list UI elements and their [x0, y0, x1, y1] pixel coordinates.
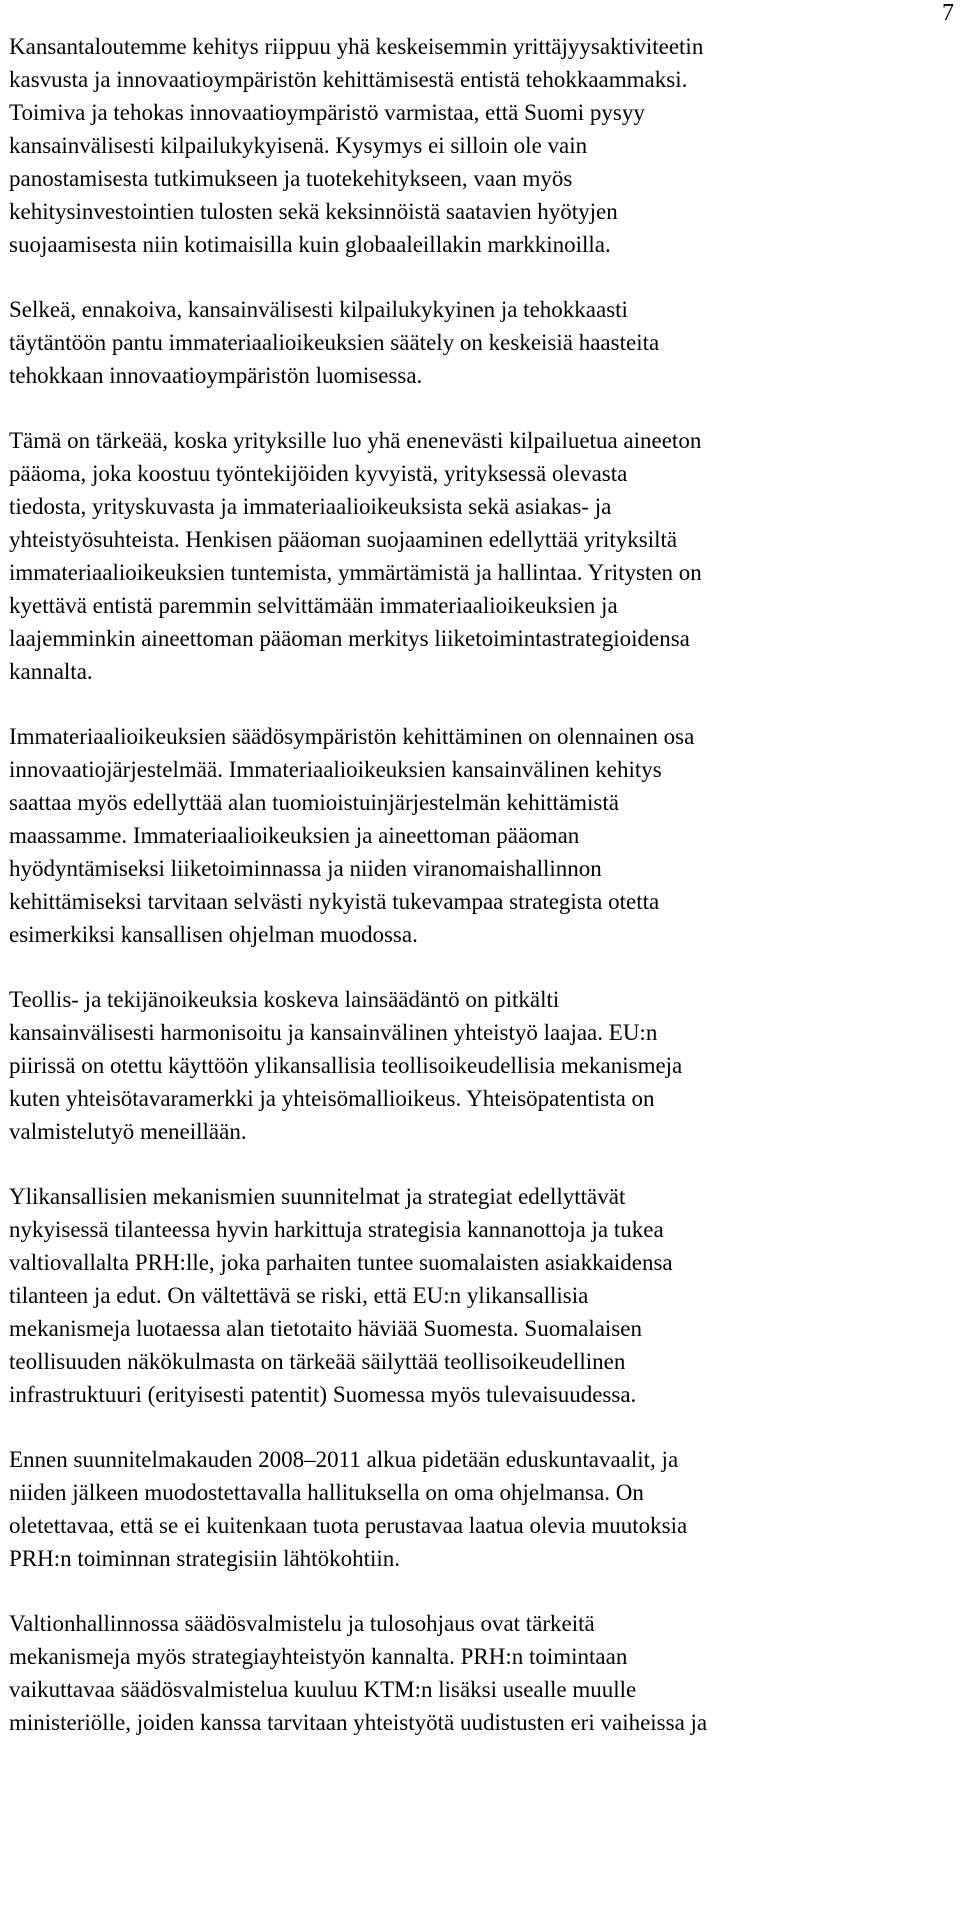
- text-line: Immateriaalioikeuksien säädösympäristön kehittäminen on olennainen osa: [9, 724, 695, 749]
- text-line: infrastruktuuri (erityisesti patentit) Suomessa myös tulevaisuudessa.: [9, 1382, 637, 1407]
- paragraph-1: [9, 30, 957, 261]
- text-line: PRH:n toiminnan strategisiin lähtökohtiin.: [9, 1546, 400, 1571]
- paragraph-5: [9, 983, 957, 1148]
- text-line: tiedosta, yrityskuvasta ja immateriaalioikeuksista sekä asiakas- ja: [9, 494, 612, 519]
- text-line: kansainvälisesti harmonisoitu ja kansainvälinen yhteistyö laajaa. EU:n: [9, 1020, 658, 1045]
- paragraph-6: [9, 1180, 957, 1411]
- text-line: Teollis- ja tekijänoikeuksia koskeva lainsäädäntö on pitkälti: [9, 987, 560, 1012]
- paragraph-4: [9, 720, 957, 951]
- text-line: Selkeä, ennakoiva, kansainvälisesti kilpailukykyinen ja tehokkaasti: [9, 297, 628, 322]
- text-line: esimerkiksi kansallisen ohjelman muodossa.: [9, 922, 418, 947]
- text-line: teollisuuden näkökulmasta on tärkeää säilyttää teollisoikeudellinen: [9, 1349, 626, 1374]
- paragraph-2: [9, 293, 957, 392]
- text-line: Tämä on tärkeää, koska yrityksille luo yhä enenevästi kilpailuetua aineeton: [9, 428, 702, 453]
- text-line: pääoma, joka koostuu työntekijöiden kyvyistä, yrityksessä olevasta: [9, 461, 628, 486]
- paragraph-3: [9, 424, 957, 688]
- text-line: valmistelutyö meneillään.: [9, 1119, 247, 1144]
- text-line: saattaa myös edellyttää alan tuomioistuinjärjestelmän kehittämistä: [9, 790, 619, 815]
- text-line: innovaatiojärjestelmää. Immateriaalioikeuksien kansainvälinen kehitys: [9, 757, 662, 782]
- text-line: kasvusta ja innovaatioympäristön kehittämisestä entistä tehokkaammaksi.: [9, 67, 688, 92]
- text-line: valtiovallalta PRH:lle, joka parhaiten tuntee suomalaisten asiakkaidensa: [9, 1250, 673, 1275]
- text-line: immateriaalioikeuksien tuntemista, ymmärtämistä ja hallintaa. Yritysten on: [9, 560, 702, 585]
- text-line: suojaamisesta niin kotimaisilla kuin globaaleillakin markkinoilla.: [9, 232, 611, 257]
- text-line: Toimiva ja tehokas innovaatioympäristö varmistaa, että Suomi pysyy: [9, 100, 645, 125]
- text-line: nykyisessä tilanteessa hyvin harkittuja strategisia kannanottoja ja tukea: [9, 1217, 664, 1242]
- text-line: piirissä on otettu käyttöön ylikansallisia teollisoikeudellisia mekanismeja: [9, 1053, 683, 1078]
- text-line: oletettavaa, että se ei kuitenkaan tuota perustavaa laatua olevia muutoksia: [9, 1513, 688, 1538]
- text-line: tilanteen ja edut. On vältettävä se riski, että EU:n ylikansallisia: [9, 1283, 589, 1308]
- text-line: Ennen suunnitelmakauden 2008–2011 alkua pidetään eduskuntavaalit, ja: [9, 1447, 679, 1472]
- text-line: mekanismeja myös strategiayhteistyön kannalta. PRH:n toimintaan: [9, 1644, 628, 1669]
- text-line: tehokkaan innovaatioympäristön luomisessa.: [9, 363, 423, 388]
- text-line: Valtionhallinnossa säädösvalmistelu ja tulosohjaus ovat tärkeitä: [9, 1611, 595, 1636]
- text-line: panostamisesta tutkimukseen ja tuotekehitykseen, vaan myös: [9, 166, 573, 191]
- text-line: maassamme. Immateriaalioikeuksien ja aineettoman pääoman: [9, 823, 580, 848]
- text-line: ministeriölle, joiden kanssa tarvitaan yhteistyötä uudistusten eri vaiheissa ja: [9, 1710, 708, 1735]
- paragraph-8: [9, 1607, 957, 1739]
- text-line: Kansantaloutemme kehitys riippuu yhä keskeisemmin yrittäjyysaktiviteetin: [9, 34, 704, 59]
- page-number: 7: [942, 0, 954, 26]
- body-text: [9, 30, 960, 1739]
- text-line: kehittämiseksi tarvitaan selvästi nykyistä tukevampaa strategista otetta: [9, 889, 660, 914]
- text-line: kannalta.: [9, 659, 93, 684]
- text-line: kansainvälisesti kilpailukykyisenä. Kysymys ei silloin ole vain: [9, 133, 588, 158]
- text-line: kyettävä entistä paremmin selvittämään immateriaalioikeuksien ja: [9, 593, 618, 618]
- text-line: niiden jälkeen muodostettavalla hallituksella on oma ohjelmansa. On: [9, 1480, 644, 1505]
- text-line: vaikuttavaa säädösvalmistelua kuuluu KTM:n lisäksi usealle muulle: [9, 1677, 637, 1702]
- text-line: hyödyntämiseksi liiketoiminnassa ja niiden viranomaishallinnon: [9, 856, 602, 881]
- text-line: kehitysinvestointien tulosten sekä keksinnöistä saatavien hyötyjen: [9, 199, 618, 224]
- text-line: mekanismeja luotaessa alan tietotaito häviää Suomesta. Suomalaisen: [9, 1316, 642, 1341]
- text-line: kuten yhteisötavaramerkki ja yhteisömallioikeus. Yhteisöpatentista on: [9, 1086, 655, 1111]
- text-line: laajemminkin aineettoman pääoman merkitys liiketoimintastrategioidensa: [9, 626, 690, 651]
- paragraph-7: [9, 1443, 957, 1575]
- text-line: Ylikansallisien mekanismien suunnitelmat ja strategiat edellyttävät: [9, 1184, 626, 1209]
- text-line: täytäntöön pantu immateriaalioikeuksien säätely on keskeisiä haasteita: [9, 330, 660, 355]
- text-line: yhteistyösuhteista. Henkisen pääoman suojaaminen edellyttää yrityksiltä: [9, 527, 678, 552]
